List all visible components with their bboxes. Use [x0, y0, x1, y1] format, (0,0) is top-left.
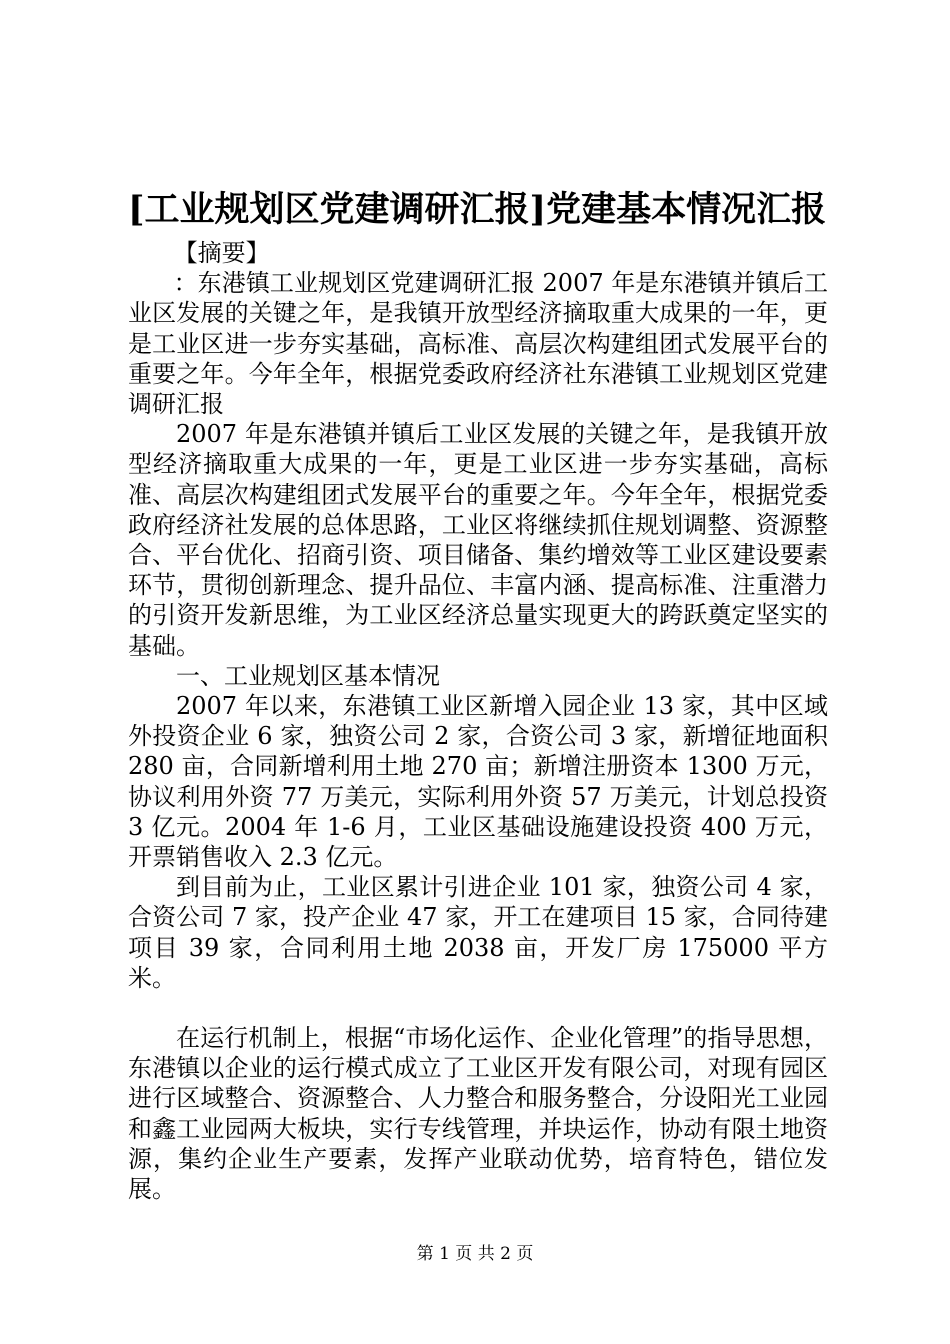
body-paragraph: 在运行机制上，根据“市场化运作、企业化管理”的指导思想，东港镇以企业的运行模式成立了工业区开发有限公司，对现有园区进行区域整合、资源整合、人力整合和服务整合，分设阳光工业园和鑫工业园两大板块，实行专线管理，并块运作，协动有限土地资源，集约企业生产要素，发挥产业联动优势，培育特色，错位发展。	[128, 1024, 828, 1204]
body-paragraph: 到目前为止，工业区累计引进企业 101 家，独资公司 4 家，合资公司 7 家，投产企业 47 家，开工在建项目 15 家，合同待建项目 39 家，合同利用土地 2038 亩，开发厂房 175000 平方米。	[128, 873, 828, 992]
body-paragraph: 2007 年以来，东港镇工业区新增入园企业 13 家，其中区域外投资企业 6 家，独资公司 2 家，合资公司 3 家，新增征地面积 280 亩，合同新增利用土地 270 亩；新增注册资本 1300 万元，协议利用外资 77 万美元，实际利用外资 57 万美元，计划总投资 3 亿元。2004 年 1-6 月，工业区基础设施建设投资 400 万元，开票销售收入 2.3 亿元。	[128, 692, 828, 872]
body-paragraph: 2007 年是东港镇并镇后工业区发展的关键之年，是我镇开放型经济摘取重大成果的一年，更是工业区进一步夯实基础，高标准、高层次构建组团式发展平台的重要之年。今年全年，根据党委政府经济社发展的总体思路，工业区将继续抓住规划调整、资源整合、平台优化、招商引资、项目储备、集约增效等工业区建设要素环节，贯彻创新理念、提升品位、丰富内涵、提高标准、注重潜力的引资开发新思维，为工业区经济总量实现更大的跨跃奠定坚实的基础。	[128, 420, 828, 660]
page-footer: 第 1 页 共 2 页	[416, 1244, 534, 1264]
abstract-paragraph: ：东港镇工业规划区党建调研汇报 2007 年是东港镇并镇后工业区发展的关键之年，是我镇开放型经济摘取重大成果的一年，更是工业区进一步夯实基础，高标准、高层次构建组团式发展平台的重要之年。今年全年，根据党委政府经济社东港镇工业规划区党建调研汇报	[128, 269, 828, 419]
section-heading: 一、工业规划区基本情况	[176, 661, 440, 690]
document-title: [工业规划区党建调研汇报]党建基本情况汇报	[128, 189, 827, 230]
abstract-label: 【摘要】	[173, 239, 270, 267]
document-body	[128, 238, 828, 1204]
